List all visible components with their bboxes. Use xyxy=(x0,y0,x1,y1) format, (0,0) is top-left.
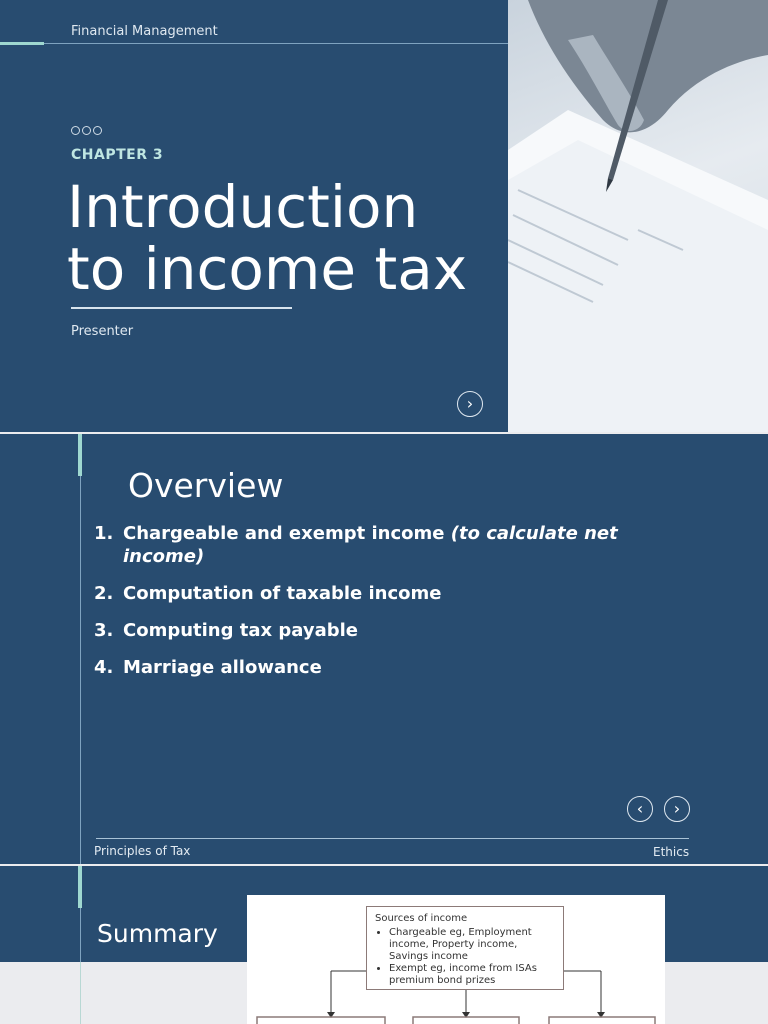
list-item xyxy=(94,582,700,605)
list-text: Computation of taxable income xyxy=(123,583,442,604)
vertical-divider-light xyxy=(80,962,81,1024)
box-bullets xyxy=(375,927,555,987)
overview-slide xyxy=(0,434,768,864)
header-accent xyxy=(0,42,44,45)
footer-left-label: Principles of Tax xyxy=(94,844,191,858)
sources-of-income-box xyxy=(366,906,564,990)
list-text: Marriage allowance xyxy=(123,657,322,678)
list-number: 1. xyxy=(94,523,114,544)
list-item xyxy=(94,656,700,679)
previous-slide-button[interactable]: ‹ xyxy=(627,796,653,822)
next-slide-button[interactable]: › xyxy=(457,391,483,417)
list-item xyxy=(94,619,700,642)
presenter-label: Presenter xyxy=(71,324,134,339)
list-text-main: Chargeable and exempt income xyxy=(123,523,445,544)
income-sources-diagram xyxy=(247,895,665,1024)
dots-decoration xyxy=(71,126,102,135)
list-text: Computing tax payable xyxy=(123,620,359,641)
list-item xyxy=(94,522,700,568)
box-bullet: • Exempt eg, income from ISAs premium bond prizes xyxy=(389,963,555,987)
vertical-divider xyxy=(80,434,81,864)
next-slide-button[interactable]: › xyxy=(664,796,690,822)
hand-writing-photo xyxy=(508,0,768,432)
box-title: Sources of income xyxy=(375,913,468,924)
course-name: Financial Management xyxy=(71,24,218,39)
footer-divider xyxy=(96,838,689,839)
summary-title: Summary xyxy=(97,919,218,948)
overview-list xyxy=(94,522,700,693)
overview-title: Overview xyxy=(128,466,284,505)
title-underline xyxy=(71,307,292,309)
slide-title xyxy=(67,173,497,303)
title-slide xyxy=(0,0,768,432)
list-number: 2. xyxy=(94,583,114,604)
chapter-label: CHAPTER 3 xyxy=(71,147,164,163)
photo-illustration xyxy=(508,0,768,432)
list-text-note: (to calculate net income) xyxy=(123,523,618,567)
box-bullet: • Chargeable eg, Employment income, Property income, Savings income xyxy=(389,927,555,963)
title-line-2: to income tax xyxy=(67,235,468,303)
vertical-accent xyxy=(78,866,82,908)
list-text xyxy=(123,523,618,567)
list-number: 4. xyxy=(94,657,114,678)
title-line-1: Introduction xyxy=(67,173,419,241)
vertical-accent xyxy=(78,434,82,476)
list-number: 3. xyxy=(94,620,114,641)
footer-right-label: Ethics xyxy=(653,845,690,859)
